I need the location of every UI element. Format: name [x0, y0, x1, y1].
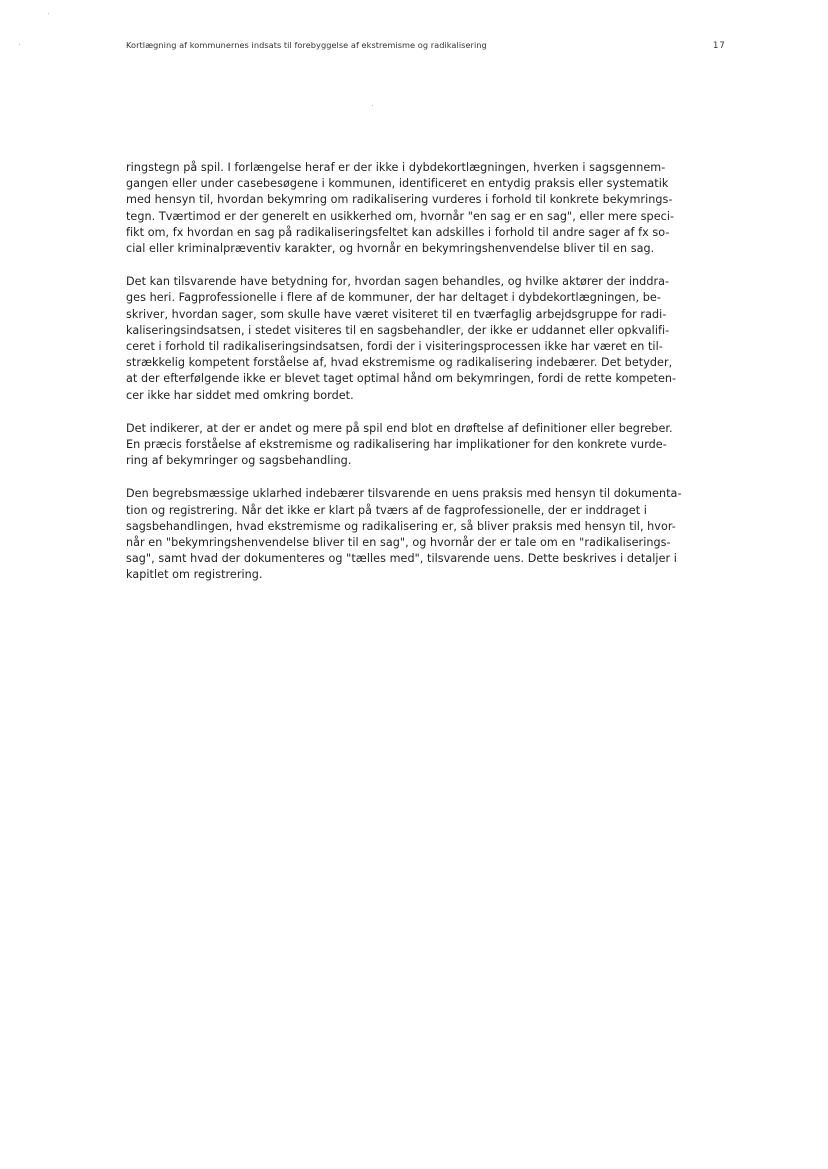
- text-line: Det kan tilsvarende have betydning for, hvordan sagen behandles, og hvilke aktører der inddra-: [126, 275, 670, 289]
- paragraph: [126, 421, 726, 470]
- text-line: En præcis forståelse af ekstremisme og radikalisering har implikationer for den konkrete vurde-: [126, 438, 667, 452]
- text-line: skriver, hvordan sager, som skulle have været visiteret til en tværfaglig arbejdsgruppe for radi-: [126, 307, 667, 321]
- text-line: når en "bekymringshenvendelse bliver til en sag", og hvornår der er tale om en "radikaliserings-: [126, 536, 671, 550]
- text-line: ges heri. Fagprofessionelle i flere af de kommuner, der har deltaget i dybdekortlægningen, be-: [126, 291, 661, 305]
- text-line: strækkelig kompetent forståelse af, hvad ekstremisme og radikalisering indebærer. Det betyder,: [126, 356, 673, 370]
- text-line: Det indikerer, at der er andet og mere på spil end blot en drøftelse af definitioner eller begreber.: [126, 421, 673, 435]
- scan-speck: [372, 105, 373, 106]
- text-line: ceret i forhold til radikaliseringsindsatsen, fordi der i visiteringsprocessen ikke har været en til-: [126, 340, 663, 354]
- running-header: Kortlægning af kommunernes indsats til forebyggelse af ekstremisme og radikalisering: [126, 40, 487, 50]
- paragraph: [126, 160, 726, 257]
- scan-speck: [48, 13, 49, 14]
- page-number: 17: [713, 41, 726, 51]
- body-text: [126, 160, 726, 601]
- scan-speck: [19, 44, 20, 45]
- text-line: gangen eller under casebesøgene i kommunen, identificeret en entydig praksis eller systematik: [126, 177, 669, 191]
- text-line: cer ikke har siddet med omkring bordet.: [126, 388, 354, 402]
- paragraph: [126, 274, 726, 404]
- text-line: sag", samt hvad der dokumenteres og "tælles med", tilsvarende uens. Dette beskrives i detaljer i: [126, 552, 677, 566]
- paragraph: [126, 486, 726, 583]
- text-line: sagsbehandlingen, hvad ekstremisme og radikalisering er, så bliver praksis med hensyn til, hvor-: [126, 519, 676, 533]
- text-line: tion og registrering. Når det ikke er klart på tværs af de fagprofessionelle, der er inddraget i: [126, 503, 647, 517]
- text-line: med hensyn til, hvordan bekymring om radikalisering vurderes i forhold til konkrete bekymrings-: [126, 193, 673, 207]
- text-line: ring af bekymringer og sagsbehandling.: [126, 454, 352, 468]
- text-line: fikt om, fx hvordan en sag på radikaliseringsfeltet kan adskilles i forhold til andre sager af fx so-: [126, 225, 670, 239]
- text-line: at der efterfølgende ikke er blevet taget optimal hånd om bekymringen, fordi de rette kompeten-: [126, 372, 677, 386]
- text-line: kaliseringsindsatsen, i stedet visiteres til en sagsbehandler, der ikke er uddannet eller opkvalifi-: [126, 323, 670, 337]
- text-line: ringstegn på spil. I forlængelse heraf er der ikke i dybdekortlægningen, hverken i sagsgennem-: [126, 161, 666, 174]
- text-line: Den begrebsmæssige uklarhed indebærer tilsvarende en uens praksis med hensyn til dokumenta-: [126, 487, 682, 501]
- text-line: tegn. Tværtimod er der generelt en usikkerhed om, hvornår "en sag er en sag", eller mere speci-: [126, 209, 675, 223]
- text-line: cial eller kriminalpræventiv karakter, og hvornår en bekymringshenvendelse bliver til en sag.: [126, 242, 655, 256]
- text-line: kapitlet om registrering.: [126, 568, 263, 582]
